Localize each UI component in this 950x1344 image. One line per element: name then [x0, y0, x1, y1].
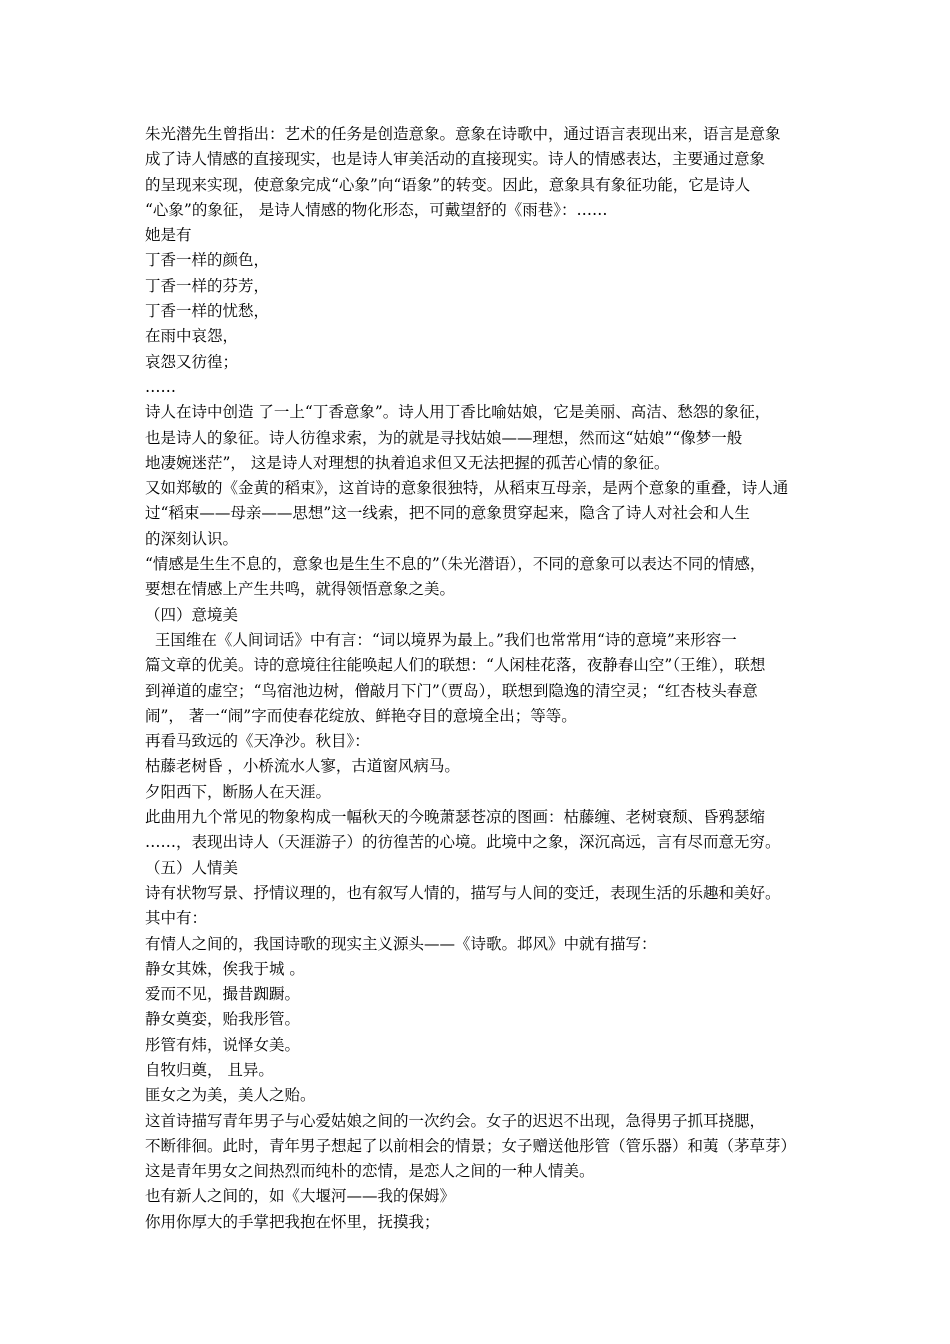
text-line: “情感是生生不息的，意象也是生生不息的”（朱光潜语），不同的意象可以表达不同的情感，: [145, 555, 766, 574]
text-line: 诗有状物写景、抒情议理的，也有叙写人情的，描写与人间的变迁，表现生活的乐趣和美好。: [145, 883, 781, 902]
text-line: 朱光潜先生曾指出：艺术的任务是创造意象。意象在诗歌中，通过语言表现出来，语言是意象: [145, 125, 781, 143]
text-line: 过“稻束——母亲——思想”这一线索，把不同的意象贯穿起来，隐含了诗人对社会和人生: [145, 504, 750, 523]
text-line: 这首诗描写青年男子与心爱姑娘之间的一次约会。女子的迟迟不出现，急得男子抓耳挠腮，: [145, 1111, 766, 1130]
poem-line: 哀怨又彷徨；: [145, 352, 239, 371]
poem-line: 她是有: [145, 226, 192, 245]
poem-line: 丁香一样的颜色，: [145, 251, 270, 270]
text-line: 篇文章的优美。诗的意境往往能唤起人们的联想：“人闲桂花落，夜静春山空”（王维），联想: [145, 656, 766, 675]
text-line: 诗人在诗中创造 了一上“丁香意象”。诗人用丁香比喻姑娘，它是美丽、高洁、愁怨的象征，: [145, 403, 771, 422]
poem-line: 爱而不见，撮昔踟蹰。: [145, 985, 301, 1004]
text-line: 再看马致远的《天净沙。秋目》：: [145, 732, 370, 751]
text-line: 这是青年男女之间热烈而纯朴的恋情，是恋人之间的一种人情美。: [145, 1162, 595, 1181]
document-body: [145, 122, 815, 1235]
text-line: 其中有：: [145, 909, 208, 928]
section-heading: （四）意境美: [145, 605, 239, 624]
text-line: 地凄婉迷茫”， 这是诗人对理想的执着追求但又无法把握的孤苦心情的象征。: [145, 453, 670, 472]
text-line: 也有新人之间的，如《大堰河——我的保姆》: [145, 1187, 456, 1206]
poem-line: 彤管有炜，说怿女美。: [145, 1035, 301, 1054]
poem-line: 夕阳西下，断肠人在天涯。: [145, 782, 332, 801]
text-line: 也是诗人的象征。诗人彷徨求索，为的就是寻找姑娘——理想，然而这“姑娘”“像梦一般: [145, 428, 743, 447]
poem-line: 你用你厚大的手掌把我抱在怀里，抚摸我；: [145, 1212, 440, 1231]
text-line: 王国维在《人间词话》中有言：“词以境界为最上。”我们也常常用“诗的意境”来形容一: [145, 630, 737, 649]
poem-line: 静女奠娈，贻我彤管。: [145, 1010, 301, 1029]
text-line: 有情人之间的，我国诗歌的现实主义源头——《诗歌。邶风》中就有描写：: [145, 934, 657, 953]
text-line: 此曲用九个常见的物象构成一幅秋天的今晚萧瑟苍凉的图画：枯藤缠、老树衰颓、昏鸦瑟缩: [145, 808, 766, 827]
text-line: “心象”的象征， 是诗人情感的物化形态，可戴望舒的《雨巷》：……: [145, 200, 608, 219]
poem-line: 丁香一样的忧愁，: [145, 302, 270, 321]
text-line: 不断徘徊。此时，青年男子想起了以前相会的情景；女子赠送他彤管（管乐器）和荑（茅草芽）: [145, 1136, 797, 1155]
text-line: 闹”， 著一“闹”字而使春花绽放、鲜艳夺目的意境全出；等等。: [145, 706, 577, 725]
poem-line: 在雨中哀怨，: [145, 327, 239, 346]
text-line: 的呈现来实现，使意象完成“心象”向“语象”的转变。因此，意象具有象征功能，它是诗人: [145, 175, 751, 194]
poem-line: ……: [145, 377, 176, 396]
text-line: 成了诗人情感的直接现实，也是诗人审美活动的直接现实。诗人的情感表达，主要通过意象: [145, 150, 766, 169]
text-line: ……，表现出诗人（天涯游子）的彷徨苦的心境。此境中之象，深沉高远，言有尽而意无穷。: [145, 833, 781, 852]
poem-line: 匪女之为美，美人之贻。: [145, 1086, 316, 1105]
text-line: 要想在情感上产生共鸣，就得领悟意象之美。: [145, 580, 456, 599]
text-line: 的深刻认识。: [145, 529, 239, 548]
poem-line: 枯藤老树昏 ，小桥流水人寥，古道窗风病马。: [145, 757, 460, 776]
poem-line: 自牧归奠， 且异。: [145, 1060, 274, 1079]
text-line: 又如郑敏的《金黄的稻束》，这首诗的意象很独特，从稻束互母亲，是两个意象的重叠，诗人通: [145, 479, 789, 498]
section-heading: （五）人情美: [145, 858, 239, 877]
poem-line: 静女其姝，俟我于城 。: [145, 959, 305, 978]
poem-line: 丁香一样的芬芳，: [145, 276, 270, 295]
text-line: 到禅道的虚空；“鸟宿池边树，僧敲月下门”（贾岛），联想到隐逸的清空灵；“红杏枝头春意: [145, 681, 758, 700]
